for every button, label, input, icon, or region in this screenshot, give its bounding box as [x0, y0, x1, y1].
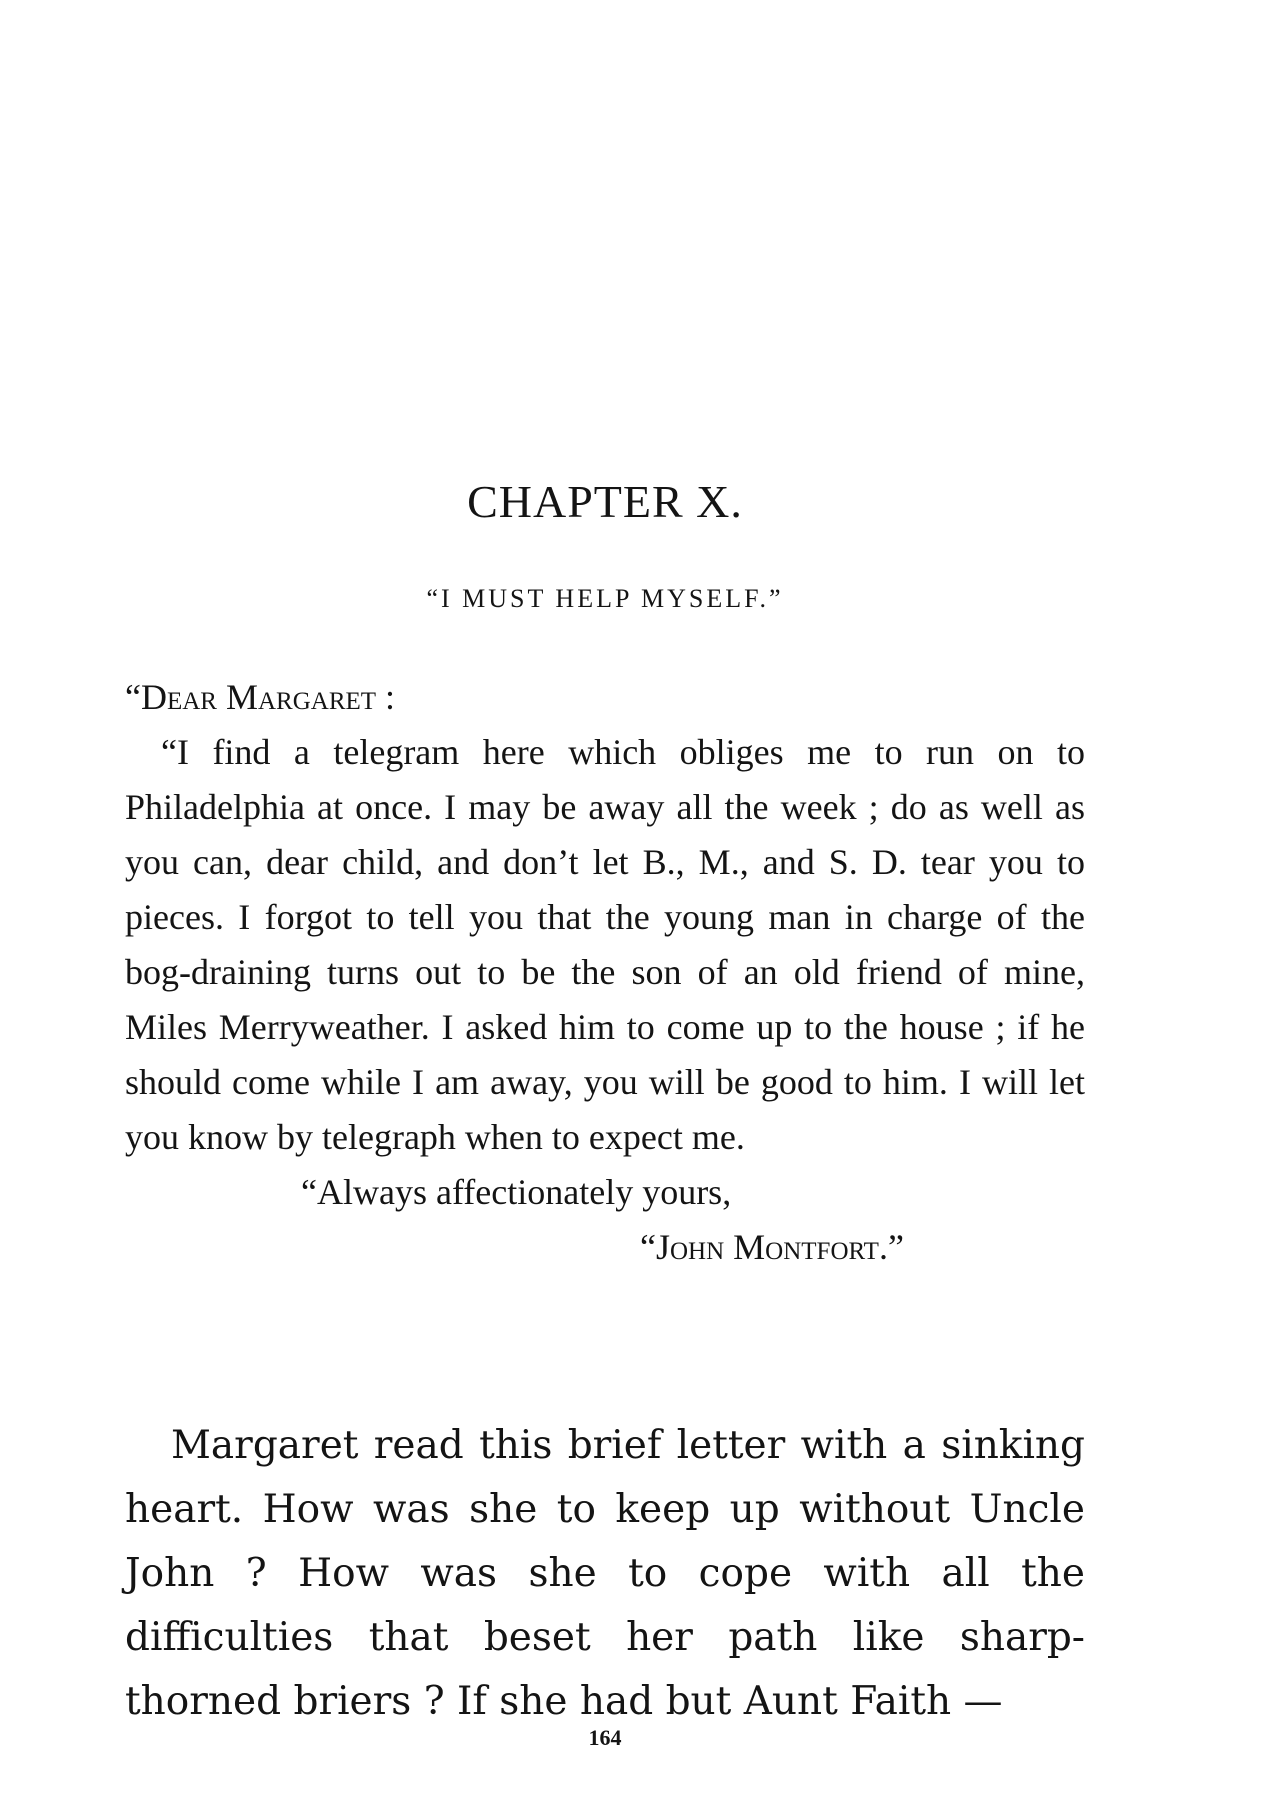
letter-body: “I find a telegram here which obliges me to run on to Philadelphia at once. I may be away all the week ; do as well as you can, dear child, and don’t let B., M., and S. D. tear you to pieces. I forgot to tell you that the young man in charge of the bog-draining turns out to be the son of an old friend of mine, Miles Merryweather. I asked him to come up to the house ; if he should come while I am away, you will be good to him. I will let you know by telegraph when to expect me.	[125, 732, 1085, 1157]
letter-closing: “Always affectionately yours,	[301, 1172, 732, 1212]
narrative-paragraph: Margaret read this brief letter with a sinking heart. How was she to keep up without Uncle John ? How was she to cope with all the difficulties that beset her path like sharp-thorned briers ? If she had but Aunt Faith —	[125, 1423, 1085, 1724]
chapter-subtitle: “I MUST HELP MYSELF.”	[426, 584, 784, 613]
letter-salutation: “Dear Margaret :	[125, 677, 396, 717]
chapter-title: CHAPTER X.	[467, 476, 743, 527]
page-number: 164	[588, 1725, 622, 1750]
letter-signature: “John Montfort.”	[640, 1227, 904, 1267]
letter	[125, 670, 1085, 1275]
